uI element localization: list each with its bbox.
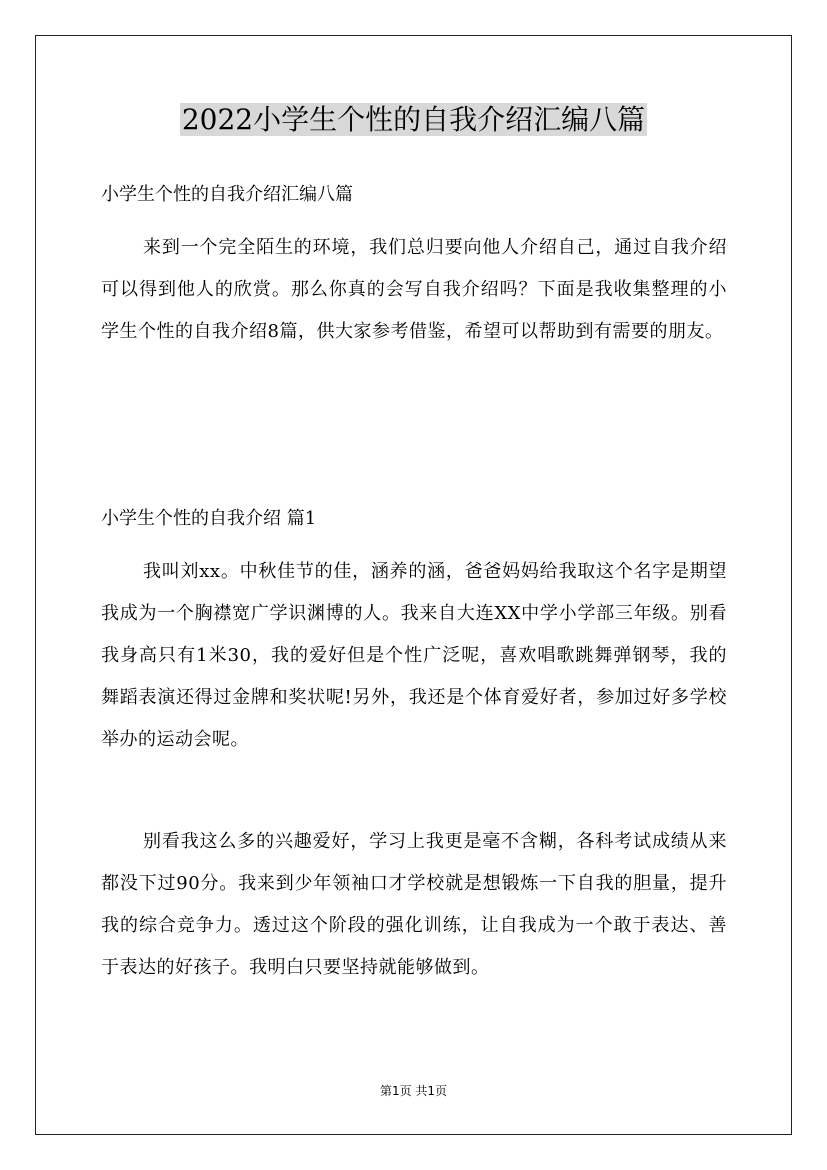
section1-paragraph-2: 别看我这么多的兴趣爱好，学习上我更是毫不含糊，各科考试成绩从来都没下过90分。我来到少年领袖口才学校就是想锻炼一下自我的胆量，提升我的综合竞争力。透过这个阶段的强化训练，让自我成为一个敢于表达、善于表达的好孩子。我明白只要坚持就能够做到。	[101, 831, 727, 978]
document-title-block	[0, 100, 827, 140]
section-heading-1: 小学生个性的自我介绍 篇1	[101, 508, 317, 529]
section1-paragraph-1: 我叫刘xx。中秋佳节的佳，涵养的涵，爸爸妈妈给我取这个名字是期望我成为一个胸襟宽广学识渊博的人。我来自大连XX中学小学部三年级。别看我身高只有1米30，我的爱好但是个性广泛呢，喜欢唱歌跳舞弹钢琴，我的舞蹈表演还得过金牌和奖状呢!另外，我还是个体育爱好者，参加过好多学校举办的运动会呢。	[101, 561, 727, 750]
page-footer: 第1页 共1页	[379, 1084, 448, 1098]
document-subtitle: 小学生个性的自我介绍汇编八篇	[101, 184, 353, 205]
document-title: 2022小学生个性的自我介绍汇编八篇	[181, 103, 646, 136]
intro-paragraph: 来到一个完全陌生的环境，我们总归要向他人介绍自己，通过自我介绍可以得到他人的欣赏。那么你真的会写自我介绍吗？下面是我收集整理的小学生个性的自我介绍8篇，供大家参考借鉴，希望可以帮助到有需要的朋友。	[101, 237, 727, 342]
